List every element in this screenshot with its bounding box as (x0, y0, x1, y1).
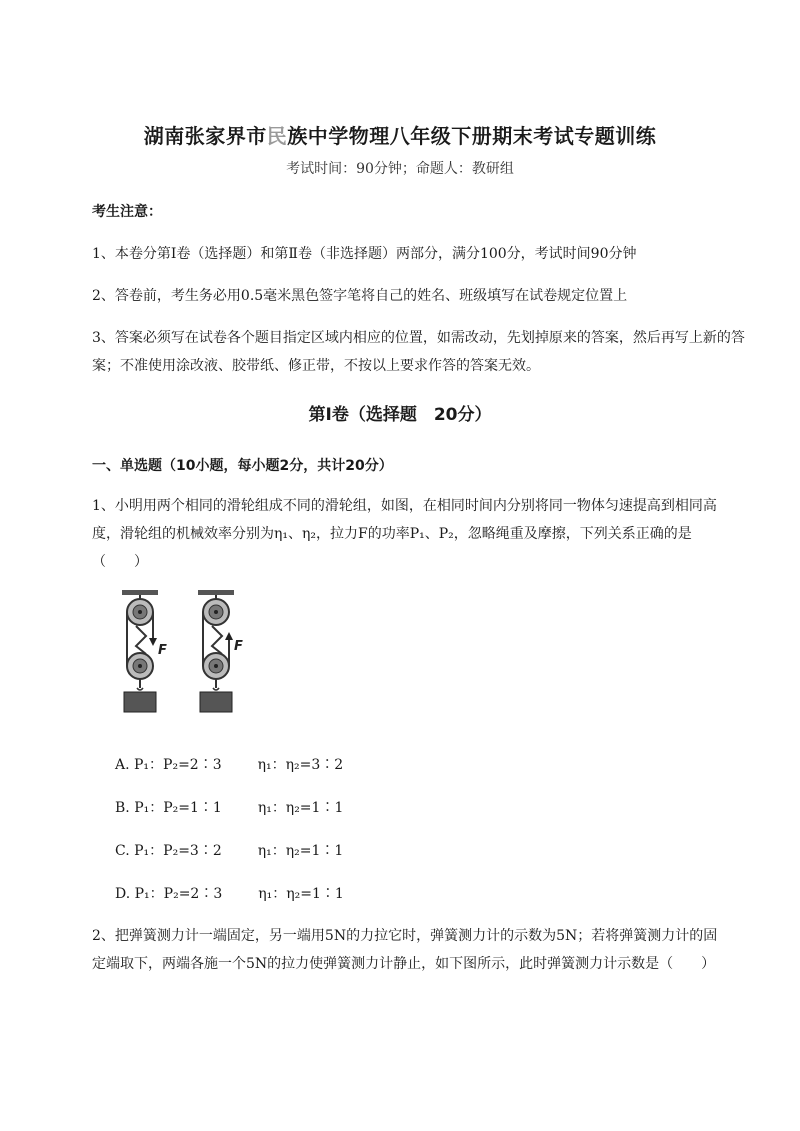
arrow-down-icon (149, 638, 157, 646)
question-2-line-1: 2、把弹簧测力计一端固定，另一端用5N的力拉它时，弹簧测力计的示数为5N；若将弹簧测力计的固 (92, 928, 718, 944)
ceiling-right (198, 590, 234, 595)
notice-heading: 考生注意： (92, 204, 162, 220)
arrow-up-icon (225, 632, 233, 640)
option-letter: D. (115, 886, 131, 902)
question-1-line-3: （ ） (92, 554, 148, 570)
option-b[interactable] (115, 798, 343, 818)
option-efficiency-ratio: η₁：η₂=1∶1 (258, 886, 344, 902)
force-label-left: F (158, 643, 167, 658)
weight-block (200, 692, 232, 712)
title-part-dim: 民 (266, 124, 288, 148)
pulley-system-right (198, 590, 234, 712)
question-1-line-2: 度，滑轮组的机械效率分别为η₁、η₂，拉力F的功率P₁、P₂，忽略绳重及摩擦，下列关系正确的是 (92, 526, 692, 542)
pulley-system-left (122, 590, 158, 712)
option-power-ratio: P₁：P₂=2∶3 (134, 886, 223, 902)
option-d[interactable] (115, 884, 344, 904)
title-part-2: 族中学物理八年级下册期末考试专题训练 (287, 124, 657, 148)
question-2-text (92, 922, 762, 978)
question-1-text (92, 492, 762, 576)
ceiling-left (122, 590, 158, 595)
section-title: 第Ⅰ卷（选择题 20分） (308, 405, 492, 425)
page-title (0, 120, 800, 149)
pulley-figure (110, 588, 260, 730)
option-efficiency-ratio: η₁：η₂=1∶1 (257, 843, 344, 859)
option-letter: C. (115, 843, 130, 859)
part-heading: 一、单选题（10小题，每小题2分，共计20分） (92, 458, 393, 474)
question-1-line-1: 1、小明用两个相同的滑轮组成不同的滑轮组，如图，在相同时间内分别将同一物体匀速提高到相同高 (92, 498, 717, 514)
option-a[interactable] (115, 755, 343, 775)
notice-item-1: 1、本卷分第Ⅰ卷（选择题）和第Ⅱ卷（非选择题）两部分，满分100分，考试时间90分钟 (92, 246, 637, 262)
option-letter: B. (115, 800, 130, 816)
option-c[interactable] (115, 841, 343, 861)
title-part-1: 湖南张家界市 (143, 124, 267, 148)
force-label-right: F (234, 639, 243, 654)
option-efficiency-ratio: η₁：η₂=3∶2 (257, 757, 344, 773)
option-power-ratio: P₁：P₂=1∶1 (134, 800, 222, 816)
option-power-ratio: P₁：P₂=2∶3 (134, 757, 222, 773)
exam-subtitle: 考试时间：90分钟；命题人：教研组 (286, 161, 514, 177)
option-power-ratio: P₁：P₂=3∶2 (134, 843, 222, 859)
notice-item-3: 3、答案必须写在试卷各个题目指定区域内相应的位置，如需改动，先划掉原来的答案，然后再写上新的答案；不准使用涂改液、胶带纸、修正带，不按以上要求作答的答案无效。 (92, 330, 745, 374)
notice-item-2: 2、答卷前，考生务必用0.5毫米黑色签字笔将自己的姓名、班级填写在试卷规定位置上 (92, 288, 628, 304)
question-2-line-2: 定端取下，两端各施一个5N的拉力使弹簧测力计静止，如下图所示，此时弹簧测力计示数是（ ） (92, 956, 716, 972)
weight-block (124, 692, 156, 712)
option-letter: A. (115, 757, 130, 773)
option-efficiency-ratio: η₁：η₂=1∶1 (257, 800, 344, 816)
